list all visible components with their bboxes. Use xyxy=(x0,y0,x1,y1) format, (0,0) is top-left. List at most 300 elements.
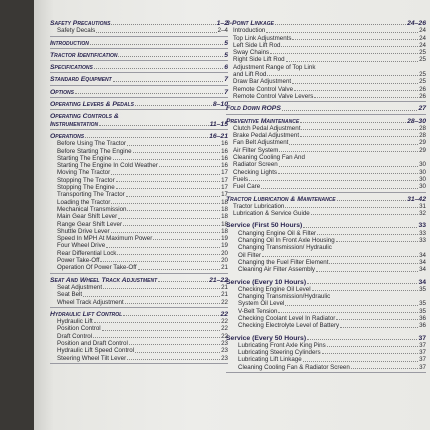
toc-entry xyxy=(226,71,426,78)
page-number: 20 xyxy=(221,249,228,257)
dot-leader xyxy=(129,344,220,345)
toc-heading xyxy=(50,64,228,71)
toc-entry xyxy=(50,325,228,332)
toc-entry xyxy=(226,230,426,237)
entry-title: and Lift Rod xyxy=(233,71,267,79)
dot-leader xyxy=(127,210,220,211)
dot-leader xyxy=(100,261,220,262)
entry-title: Operation Of Power Take-Off xyxy=(57,264,137,272)
toc-entry xyxy=(226,300,426,307)
page-number: 35 xyxy=(419,285,426,293)
toc-entry xyxy=(226,286,426,293)
toc-section xyxy=(50,277,228,308)
dot-leader xyxy=(85,137,208,138)
dot-leader xyxy=(125,303,220,304)
entry-title: Instrumentation xyxy=(50,120,99,128)
dot-leader xyxy=(285,305,418,306)
toc-entry xyxy=(226,356,426,363)
dot-leader xyxy=(286,61,419,62)
page-number: 25 xyxy=(419,56,426,64)
entry-title: Draft Control xyxy=(57,332,93,340)
page-number: 35 xyxy=(419,300,426,308)
page-number: 28–30 xyxy=(407,117,426,125)
entry-title: Changing Oil In Front Axle Housing xyxy=(238,237,335,245)
dot-leader xyxy=(90,44,223,45)
toc-right-column xyxy=(226,20,426,376)
page-number: 18 xyxy=(221,227,228,235)
page-number: 34 xyxy=(418,278,426,286)
toc-entry xyxy=(50,340,228,347)
toc-entry xyxy=(226,132,426,139)
toc-section xyxy=(226,118,426,193)
toc-heading xyxy=(50,311,228,318)
toc-entry xyxy=(226,161,426,168)
toc-entry xyxy=(50,221,228,228)
page-number: 16 xyxy=(221,147,228,155)
page-number: 29 xyxy=(419,139,426,147)
toc-entry xyxy=(226,27,426,34)
entry-title: V-Belt Tension xyxy=(238,307,278,315)
dot-leader xyxy=(327,346,418,347)
toc-entry xyxy=(226,308,426,315)
page-number: 36 xyxy=(419,322,426,330)
dot-leader xyxy=(285,207,418,208)
page-number: 17 xyxy=(221,191,228,199)
toc-entry xyxy=(224,39,426,49)
toc-entry xyxy=(50,299,228,306)
toc-heading xyxy=(50,101,228,108)
toc-entry xyxy=(226,335,426,342)
toc-entry xyxy=(226,78,426,85)
toc-entry xyxy=(50,235,228,242)
page-number: 23 xyxy=(221,347,228,355)
toc-heading xyxy=(50,40,228,47)
dot-leader xyxy=(106,247,220,248)
toc-entry xyxy=(50,347,228,354)
dot-leader xyxy=(113,81,224,82)
toc-entry xyxy=(226,364,426,371)
entry-title: Specifications xyxy=(50,64,93,72)
entry-title: Checking Engine Oil Level xyxy=(238,285,311,293)
toc-entry xyxy=(226,203,426,210)
entry-title: Position Control xyxy=(57,325,101,333)
toc-entry xyxy=(50,213,228,220)
entry-title: Cleaning Cooling Fan And xyxy=(233,154,305,162)
entry-title: Lubricating Front Axle King Pins xyxy=(238,341,326,349)
entry-title: Shuttle Drive Lever xyxy=(57,227,110,235)
entry-title: Changing Transmission/Hydraulic xyxy=(238,293,331,301)
page-number: 37 xyxy=(419,349,426,357)
dot-leader xyxy=(102,330,220,331)
dot-leader xyxy=(116,181,220,182)
entry-title: Sway Chains xyxy=(233,49,270,57)
entry-title: Lubrication & Service Guide xyxy=(233,210,310,218)
toc-left-column xyxy=(50,20,228,367)
entry-title: Cleaning Air Filter Assembly xyxy=(238,266,316,274)
entry-title: Main Gear Shift Lever xyxy=(57,213,118,221)
page-number: 24 xyxy=(419,34,426,42)
entry-title: Fuels xyxy=(233,175,249,183)
toc-entry xyxy=(226,64,426,71)
entry-title: Checking Electrolyte Level of Battery xyxy=(238,322,340,330)
page-number: 16 xyxy=(221,140,228,148)
dot-leader xyxy=(127,359,220,360)
toc-section xyxy=(50,40,228,49)
toc-entry xyxy=(226,259,426,266)
page-number: 33 xyxy=(419,237,426,245)
dot-leader xyxy=(113,159,221,160)
dot-leader xyxy=(307,283,417,284)
entry-title: Top Link Adjustments xyxy=(233,34,292,42)
page-number: 29 xyxy=(419,146,426,154)
dot-leader xyxy=(94,322,220,323)
toc-section xyxy=(50,20,228,37)
entry-title: Draw Bar Adjustment xyxy=(233,78,292,86)
entry-title: Seat Belt xyxy=(57,291,83,299)
entry-title: Hydraulic Lift Speed Control xyxy=(57,347,135,355)
page-number: 26 xyxy=(419,92,426,100)
entry-title: Fuel Care xyxy=(233,183,261,191)
toc-heading xyxy=(226,118,426,125)
toc-entry xyxy=(226,342,426,349)
page-number: 30 xyxy=(419,168,426,176)
toc-entry xyxy=(226,244,426,251)
entry-title: Preventive Maintenance xyxy=(226,117,300,125)
toc-entry xyxy=(50,318,228,325)
page-number: 37 xyxy=(418,334,426,342)
toc-entry xyxy=(226,279,426,286)
page-number: 22 xyxy=(221,298,228,306)
page-number: 36 xyxy=(419,314,426,322)
dot-leader xyxy=(103,288,220,289)
page-number: 18 xyxy=(221,220,228,228)
page-number: 37 xyxy=(419,363,426,371)
entry-title: Lubricating Steering Cylinders xyxy=(238,349,321,357)
toc-entry xyxy=(226,315,426,322)
dot-leader xyxy=(329,263,418,264)
toc-section xyxy=(226,196,426,374)
dot-leader xyxy=(292,39,418,40)
entry-title: Fan Belt Adjustment xyxy=(233,139,289,147)
page-number: 11–15 xyxy=(209,120,228,128)
dot-leader xyxy=(322,353,419,354)
entry-title: Four Wheel Drive xyxy=(57,242,106,250)
entry-title: Seat Adjustment xyxy=(57,283,103,291)
dot-leader xyxy=(153,239,220,240)
entry-title: Introduction xyxy=(233,27,266,35)
entry-title: Clutch Pedal Adjustment xyxy=(233,124,301,132)
page-number: 19 xyxy=(221,242,228,250)
toc-entry xyxy=(50,228,228,235)
entry-title: Hydraulic Lift Control xyxy=(50,310,123,318)
entry-title: Radiator Screen xyxy=(233,161,278,169)
page-number: 30 xyxy=(419,183,426,191)
dot-leader xyxy=(300,136,418,137)
page-number: 31–42 xyxy=(407,195,426,203)
entry-title: Power Take-Off xyxy=(57,257,100,265)
page-number: 24 xyxy=(419,41,426,49)
page-number: 31 xyxy=(419,202,426,210)
entry-title: Right Side Lift Rod xyxy=(233,56,285,64)
toc-entry xyxy=(226,293,426,300)
entry-title: Oil Filter xyxy=(238,251,262,259)
entry-title: Before Starting The Engine xyxy=(57,147,132,155)
toc-heading xyxy=(50,52,228,59)
dot-leader xyxy=(316,271,418,272)
page-number: 33 xyxy=(419,229,426,237)
dot-leader xyxy=(294,90,418,91)
toc-section xyxy=(226,105,426,114)
dot-leader xyxy=(270,53,418,54)
entry-title: Cleaning Cooling Fan & Radiator Screen xyxy=(238,363,350,371)
toc-section xyxy=(50,52,228,61)
dot-leader xyxy=(261,188,418,189)
dot-leader xyxy=(312,290,419,291)
toc-section xyxy=(50,101,228,110)
entry-title: Safety Precautions xyxy=(50,20,111,27)
toc-heading xyxy=(50,20,228,27)
entry-title: Before Using The Tractor xyxy=(57,140,127,148)
toc-entry xyxy=(50,264,228,271)
page-number: 18 xyxy=(221,198,228,206)
entry-title: Brake Pedal Adjustment xyxy=(233,132,300,140)
toc-heading xyxy=(50,89,228,96)
entry-title: Mechanical Transmission xyxy=(57,205,127,213)
dot-leader xyxy=(133,152,221,153)
page-number: 17 xyxy=(221,176,228,184)
page-number: 34 xyxy=(419,251,426,259)
toc-entry xyxy=(50,291,228,298)
page-number: 37 xyxy=(419,341,426,349)
entry-title: Air Filter System xyxy=(233,146,279,154)
dot-leader xyxy=(301,129,418,130)
dot-leader xyxy=(311,214,418,215)
entry-title: Remote Control Valve Levers xyxy=(233,92,314,100)
manual-page xyxy=(34,0,430,430)
dot-leader xyxy=(279,151,418,152)
toc-entry xyxy=(50,284,228,291)
dot-leader xyxy=(111,203,220,204)
entry-title: Checking Coolant Level In Radiator xyxy=(238,314,336,322)
page-number: 22 xyxy=(221,332,228,340)
toc-entry xyxy=(50,199,228,206)
toc-entry xyxy=(226,176,426,183)
dot-leader xyxy=(83,296,220,297)
entry-title: Operating Controls & xyxy=(50,113,119,121)
toc-entry xyxy=(226,237,426,244)
entry-title: Operating Levers & Pedals xyxy=(50,101,134,109)
dot-leader xyxy=(279,166,418,167)
dot-leader xyxy=(249,180,418,181)
toc-entry xyxy=(50,242,228,249)
toc-entry xyxy=(226,154,426,161)
dot-leader xyxy=(336,319,418,320)
page-number: 16 xyxy=(221,154,228,162)
page-number: 18 xyxy=(221,205,228,213)
dot-leader xyxy=(127,145,220,146)
page-number: 26 xyxy=(419,85,426,93)
page-number: 30 xyxy=(419,161,426,169)
entry-title: Adjustment Range of Top Link xyxy=(233,63,316,71)
dot-leader xyxy=(118,56,223,57)
page-number: 33 xyxy=(418,222,426,230)
dot-leader xyxy=(314,97,418,98)
page-number: 25 xyxy=(419,49,426,57)
page-number: 25 xyxy=(419,71,426,79)
toc-entry xyxy=(50,140,228,147)
toc-heading xyxy=(226,20,426,27)
toc-entry xyxy=(226,183,426,190)
dot-leader xyxy=(118,218,220,219)
entry-title: Tractor Lubrication xyxy=(233,202,285,210)
toc-section xyxy=(50,89,228,98)
page-number: 37 xyxy=(419,356,426,364)
dot-leader xyxy=(307,339,417,340)
toc-entry xyxy=(226,86,426,93)
toc-entry xyxy=(226,252,426,259)
dot-leader xyxy=(135,105,212,106)
toc-entry xyxy=(226,139,426,146)
entry-title: Remote Control Valve xyxy=(233,85,294,93)
toc-entry xyxy=(50,206,228,213)
toc-heading xyxy=(50,121,228,128)
dot-leader xyxy=(275,24,406,25)
toc-entry xyxy=(226,147,426,154)
dot-leader xyxy=(158,281,208,282)
entry-title: Loading the Tractor xyxy=(57,198,111,206)
entry-title: Safety Decals xyxy=(57,27,96,35)
dot-leader xyxy=(300,122,406,123)
toc-section xyxy=(50,76,228,85)
toc-entry xyxy=(50,177,228,184)
entry-title: Seat And Wheel Track Adjustment xyxy=(50,276,158,284)
entry-title: Steering Wheel Tilt Lever xyxy=(57,354,127,362)
entry-title: Changing the Fuel Filter Element xyxy=(238,258,329,266)
dot-leader xyxy=(117,254,220,255)
page-number: 23 xyxy=(221,354,228,362)
entry-title: System Oil Level xyxy=(238,300,285,308)
page-number: 35 xyxy=(419,307,426,315)
page-number: 18 xyxy=(221,213,228,221)
toc-entry xyxy=(50,148,228,155)
dot-leader xyxy=(111,174,220,175)
dot-leader xyxy=(340,327,418,328)
page-number: 34 xyxy=(419,258,426,266)
entry-title: Introduction xyxy=(50,39,89,47)
entry-title: Left Side Lift Rod xyxy=(233,41,281,49)
dot-leader xyxy=(123,315,219,316)
toc-entry xyxy=(226,222,426,229)
dot-leader xyxy=(292,83,418,84)
entry-title: Stopping The Engine xyxy=(57,184,115,192)
page-number: 17 xyxy=(221,184,228,192)
entry-title: Hydraulic Lift xyxy=(57,318,93,326)
toc-entry xyxy=(50,184,228,191)
toc-heading xyxy=(50,277,228,284)
entry-title: Options xyxy=(50,88,74,96)
entry-title: Wheel Track Adjustment xyxy=(57,298,124,306)
page-number: 2–4 xyxy=(217,27,228,35)
dot-leader xyxy=(336,241,418,242)
toc-entry xyxy=(226,125,426,132)
dot-leader xyxy=(116,188,220,189)
toc-section xyxy=(50,64,228,73)
toc-entry xyxy=(50,27,228,34)
toc-entry xyxy=(50,257,228,264)
dot-leader xyxy=(278,312,418,313)
page-number: 24 xyxy=(419,27,426,35)
toc-entry xyxy=(226,266,426,273)
page-number: 21–22 xyxy=(209,276,228,284)
toc-entry xyxy=(50,250,228,257)
page-number: 7 xyxy=(224,76,228,84)
page-number: 30 xyxy=(419,175,426,183)
toc-entry xyxy=(50,155,228,162)
toc-entry xyxy=(50,191,228,198)
dot-leader xyxy=(266,32,418,33)
entry-title: Service (Every 50 Hours) xyxy=(226,334,307,342)
page-number: 32 xyxy=(419,210,426,218)
entry-title: Moving The Tractor xyxy=(57,169,111,177)
dot-leader xyxy=(138,269,221,270)
page-number: 21 xyxy=(221,264,228,272)
entry-title: Speed In MPH At Maximum Power xyxy=(57,235,153,243)
dot-leader xyxy=(267,75,418,76)
toc-entry xyxy=(226,35,426,42)
page-number: 23 xyxy=(221,339,228,347)
page-number: 28 xyxy=(419,124,426,132)
page-number: 1–2 xyxy=(216,20,228,27)
toc-section xyxy=(226,20,426,102)
toc-entry xyxy=(50,169,228,176)
toc-entry xyxy=(50,355,228,362)
page-number: 22 xyxy=(220,310,228,318)
entry-title: Starting The Engine xyxy=(57,154,112,162)
dot-leader xyxy=(123,225,220,226)
dot-leader xyxy=(337,200,406,201)
page-number: 17 xyxy=(221,169,228,177)
toc-section xyxy=(50,113,228,130)
toc-section xyxy=(50,311,228,364)
entry-title: Position and Draft Control xyxy=(57,339,128,347)
page-number: 16–21 xyxy=(209,132,228,140)
page-number: 24–26 xyxy=(407,20,426,27)
entry-title: Service (First 50 Hours) xyxy=(226,222,303,230)
dot-leader xyxy=(282,110,418,111)
page-number: 7 xyxy=(224,88,228,96)
entry-title: Rear Differential Lock xyxy=(57,249,117,257)
page-number: 5 xyxy=(224,51,228,59)
dot-leader xyxy=(75,93,223,94)
entry-title: 3-Point Linkage xyxy=(226,20,275,27)
toc-entry xyxy=(226,49,426,56)
page-number: 19 xyxy=(221,235,228,243)
dot-leader xyxy=(96,32,216,33)
dot-leader xyxy=(93,337,220,338)
toc-heading xyxy=(226,196,426,203)
entry-title: Operations xyxy=(50,132,85,140)
dot-leader xyxy=(94,68,223,69)
dot-leader xyxy=(99,125,209,126)
dot-leader xyxy=(278,173,418,174)
toc-entry xyxy=(226,169,426,176)
entry-title: Checking Lights xyxy=(233,168,278,176)
toc-entry xyxy=(226,56,426,63)
page-number: 28 xyxy=(419,132,426,140)
entry-title: Transporting The Tractor xyxy=(57,191,125,199)
page-number: 21 xyxy=(221,291,228,299)
toc-heading xyxy=(50,113,228,120)
